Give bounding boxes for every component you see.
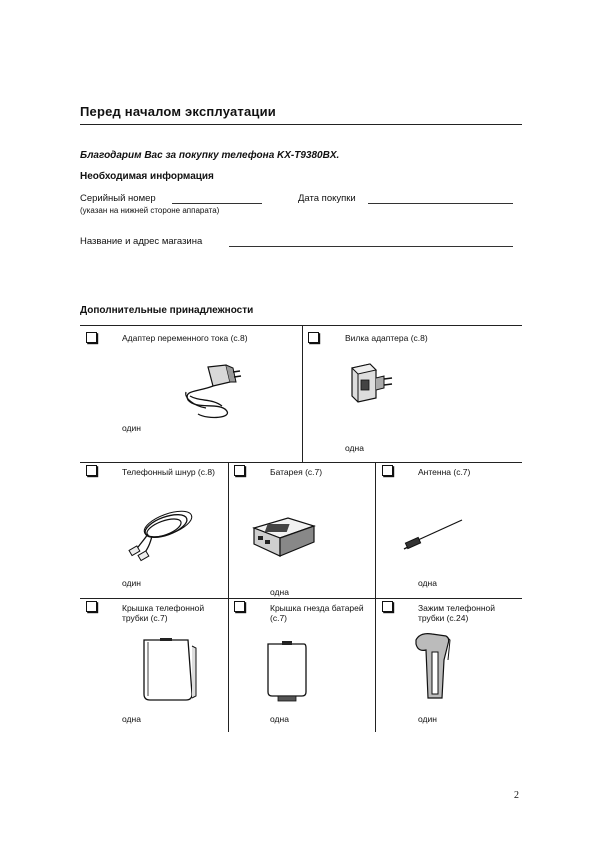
belt-clip-icon (412, 630, 454, 702)
item-qty-belt-clip: один (418, 714, 437, 724)
serial-note: (указан на нижней стороне аппарата) (80, 206, 220, 215)
ac-adapter-icon (178, 362, 248, 422)
checkbox-battery-cover[interactable] (234, 601, 245, 612)
item-name-ac-adapter: Адаптер переменного тока (с.8) (122, 333, 248, 343)
checkbox-handset-cover[interactable] (86, 601, 97, 612)
item-name-battery: Батарея (с.7) (270, 467, 323, 477)
title-rule (80, 124, 522, 125)
item-name-belt-clip: Зажим телефонной трубки (с.24) (418, 603, 496, 623)
handset-cover-icon (138, 636, 200, 704)
item-qty-antenna: одна (418, 578, 437, 588)
table-border-top (80, 325, 522, 326)
telephone-cord-icon (128, 508, 198, 563)
item-name-antenna: Антенна (с.7) (418, 467, 471, 477)
serial-label: Серийный номер (80, 193, 156, 204)
antenna-icon (402, 518, 466, 552)
checkbox-adapter-plug[interactable] (308, 332, 319, 343)
checkbox-ac-adapter[interactable] (86, 332, 97, 343)
checkbox-belt-clip[interactable] (382, 601, 393, 612)
page-title: Перед началом эксплуатации (80, 104, 276, 119)
table-col-divider-r1 (302, 325, 303, 462)
shop-label: Название и адрес магазина (80, 236, 203, 247)
table-col-divider-a (228, 462, 229, 732)
date-label: Дата покупки (298, 193, 356, 204)
checkbox-antenna[interactable] (382, 465, 393, 476)
item-name-telephone-cord: Телефонный шнур (с.8) (122, 467, 215, 477)
date-field[interactable] (368, 203, 513, 204)
item-qty-battery: одна (270, 587, 289, 597)
table-row-divider-2 (80, 598, 522, 599)
checkbox-battery[interactable] (234, 465, 245, 476)
item-name-battery-cover: Крышка гнезда батарей (с.7) (270, 603, 364, 623)
accessories-heading: Дополнительные принадлежности (80, 305, 254, 316)
item-name-handset-cover: Крышка телефонной трубки (с.7) (122, 603, 205, 623)
item-name-adapter-plug: Вилка адаптера (с.8) (345, 333, 428, 343)
item-qty-telephone-cord: один (122, 578, 141, 588)
item-qty-adapter-plug: одна (345, 443, 364, 453)
checkbox-telephone-cord[interactable] (86, 465, 97, 476)
table-col-divider-b (375, 462, 376, 732)
shop-field[interactable] (229, 246, 513, 247)
item-qty-handset-cover: одна (122, 714, 141, 724)
battery-icon (250, 512, 322, 562)
item-qty-ac-adapter: один (122, 423, 141, 433)
thanks-text: Благодарим Вас за покупку телефона KX-T9380BX. (80, 150, 340, 161)
battery-cover-icon (264, 640, 310, 702)
page-number: 2 (514, 790, 519, 801)
serial-field[interactable] (172, 203, 262, 204)
item-qty-battery-cover: одна (270, 714, 289, 724)
table-row-divider-1 (80, 462, 522, 463)
needed-info-heading: Необходимая информация (80, 171, 214, 182)
adapter-plug-icon (348, 360, 398, 405)
